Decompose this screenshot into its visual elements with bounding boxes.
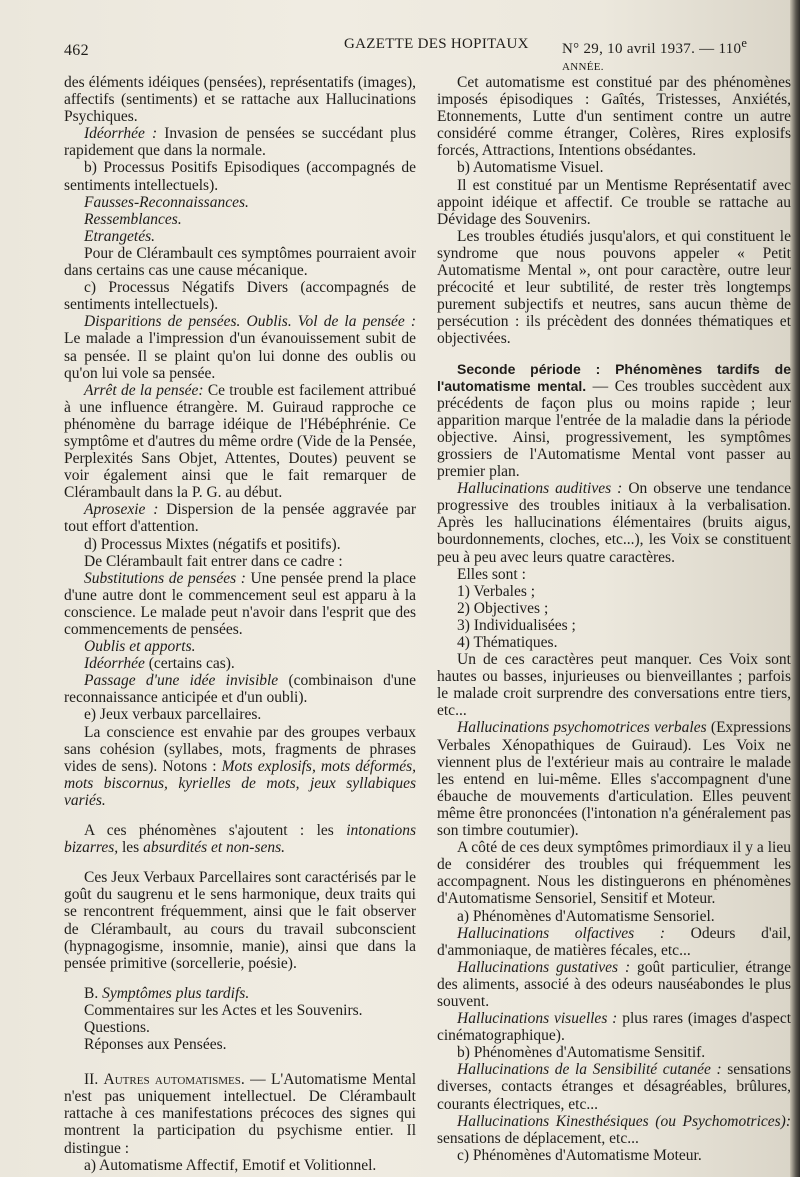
paragraph: Cet automatisme est constitué par des phénomènes imposés épisodiques : Gaîtés, Tristesses, Anxiétés, Etonnements, Lutte d'un sentiment contre un autre considéré comme étranger, Colères, Rires explosifs forcés, Attractions, Intentions obsédantes. [437,74,791,160]
paragraph: Hallucinations gustatives : goût particulier, étrange des aliments, associé à des odeurs nauséabondes le plus souvent. [437,958,792,1010]
paragraph: Hallucinations de la Sensibilité cutanée : sensations diverses, contacts étranges et désagréables, brûlures, courants électriques, etc... [437,1061,791,1113]
paragraph: Un de ces caractères peut manquer. Ces Voix sont hautes ou basses, injurieuses ou bienveillantes ; parfois le malade croit surprendre des conversations entre tiers, etc... [437,651,791,720]
paragraph: a) Automatisme Affectif, Emotif et Volitionnel. [84,1156,377,1174]
paragraph: Passage d'une idée invisible (combinaison d'une reconnaissance anticipée et d'un oubli). [64,672,416,707]
section-heading: B. Symptômes plus tardifs. [84,984,250,1002]
paragraph: b) Phénomènes d'Automatisme Sensitif. [457,1044,706,1062]
paragraph: Disparitions de pensées. Oublis. Vol de la pensée : Le malade a l'impression d'un évanouissement subit de sa pensée. Il se plaint qu'on lui donne des oublis ou qu'on lui vole sa pensée. [64,313,416,382]
list-item: Oublis et apports. [84,638,196,656]
paragraph: d) Processus Mixtes (négatifs et positifs). [84,535,341,553]
paragraph: Aprosexie : Dispersion de la pensée aggravée par tout effort d'attention. [64,501,416,536]
list-item: Ressemblances. [84,210,182,228]
paragraph: c) Phénomènes d'Automatisme Moteur. [457,1146,702,1164]
paragraph: A ces phénomènes s'ajoutent : les intonations bizarres, les absurdités et non-sens. [64,822,416,857]
paragraph: Pour de Clérambault ces symptômes pourraient avoir dans certains cas une cause mécanique. [64,244,416,280]
paragraph: Hallucinations olfactives : Odeurs d'ail, d'ammoniaque, de matières fécales, etc... [437,924,791,959]
section-paragraph: Seconde période : Phénomènes tardifs de l'automatisme mental. — Ces troubles succèdent aux précédents de façon plus ou moins rapide ; leur apparition marque l'entrée de la maladie dans la période objective. Ainsi, progressivement, les symptômes grossiers de l'Automatisme Mental vont passer au premier plan. [437,360,791,481]
paragraph: Idéorrhée : Invasion de pensées se succédant plus rapidement que dans la normale. [64,125,416,160]
journal-title: GAZETTE DES HOPITAUX [344,36,529,52]
paragraph: Hallucinations auditives : On observe une tendance progressive des troubles initiaux à la verbalisation. Après les hallucinations élémentaires (bruits aigus, bourdonnements, cloches, etc...), les Voix se constituent peu à peu avec leurs quatre caractères. [437,480,791,566]
left-column [64,74,416,1174]
paragraph: II. Autres automatismes. — L'Automatisme Mental n'est pas uniquement intellectuel. De Clérambault rattache à ces manifestations précoces des signes qui montrent la participation du psychisme entier. Il distingue : [64,1071,416,1157]
paragraph: Ces Jeux Verbaux Parcellaires sont caractérisés par le goût du saugrenu et le sens harmonique, deux traits qui se rencontrent fréquemment, ainsi que le fait observer de Clérambault, au cours du travail subconscient (hypnagogisme, insomnie, manie), ainsi que dans la pensée primitive (sorcellerie, poésie). [64,869,416,972]
page-edge-shadow [790,0,800,1177]
list-item: Réponses aux Pensées. [84,1036,227,1054]
paragraph: Arrêt de la pensée: Ce trouble est facilement attribué à une influence étrangère. M. Guiraud rapproche ce phénomène du barrage idéique de l'Hébéphrénie. Ce symptôme et d'autres du même ordre (Vide de la Pensée, Perplexités Sans Objet, Attentes, Doutes) peuvent se voir également ainsi que le fait remarquer de Clérambault dans la P. G. au début. [64,381,416,502]
paragraph: b) Automatisme Visuel. [457,159,604,177]
paragraph: e) Jeux verbaux parcellaires. [84,706,262,724]
paragraph: des éléments idéiques (pensées), représentatifs (images), affectifs (sentiments) et se rattache aux Hallucinations Psychiques. [64,74,416,126]
issue-info: N° 29, 10 avril 1937. — 110e ANNÉE. [562,36,748,73]
paragraph: b) Processus Positifs Episodiques (accompagnés de sentiments intellectuels). [64,159,416,194]
list-item: Questions. [84,1018,150,1036]
list-item: Commentaires sur les Actes et les Souvenirs. [84,1001,363,1019]
list-item: Fausses-Reconnaissances. [84,193,249,211]
list-item: 3) Individualisées ; [457,616,576,634]
list-item: Idéorrhée (certains cas). [84,655,235,673]
paragraph: Hallucinations Kinesthésiques (ou Psychomotrices): sensations de déplacement, etc... [437,1112,791,1147]
paragraph: A côté de ces deux symptômes primordiaux il y a lieu de considérer des troubles qui fréquemment les accompagnent. Nous les distinguerons en phénomènes d'Automatisme Sensoriel, Sensitif et Moteur. [437,839,791,908]
running-header [56,36,792,73]
paragraph: Il est constitué par un Mentisme Représentatif avec appoint idéique et affectif. Ce trouble se rattache au Dévidage des Souvenirs. [437,176,791,228]
page-number: 462 [64,42,89,59]
paragraph: Hallucinations psychomotrices verbales (Expressions Verbales Xénopathiques de Guiraud). Les Voix ne viennent plus de l'extérieur mais au contraire le malade les entend en lui-même. Elles s'accompagnent d'une ébauche de mouvements d'articulation. Elles peuvent même être prononcées (l'intonation n'a généralement pas son timbre coutumier). [437,719,791,840]
right-column [437,74,791,1164]
paragraph: Elles sont : [457,565,526,583]
paragraph: Hallucinations visuelles : plus rares (images d'aspect cinématographique). [437,1010,792,1045]
paragraph: c) Processus Négatifs Divers (accompagnés de sentiments intellectuels). [64,279,416,314]
paragraph: Substitutions de pensées : Une pensée prend la place d'une autre dont le commencement seul est apparu à la conscience. Le malade peut n'avoir dans l'esprit que des commencements de pensées. [64,569,417,638]
list-item: 4) Thématiques. [457,634,558,651]
list-item: 1) Verbales ; [457,582,536,600]
paragraph: a) Phénomènes d'Automatisme Sensoriel. [457,907,715,925]
paragraph: De Clérambault fait entrer dans ce cadre : [84,552,343,570]
paragraph: Les troubles étudiés jusqu'alors, et qui constituent le syndrome que nous pouvons appeler « Petit Automatisme Mental », ont pour caractère, outre leur précocité et leur subtilité, de rester très longtemps purement subjectifs et neutres, sans aucun thème de persécution : ils précèdent des données thématiques et objectivées. [437,227,791,348]
list-item: Etrangetés. [84,227,156,245]
list-item: 2) Objectives ; [457,599,549,617]
paragraph: La conscience est envahie par des groupes verbaux sans cohésion (syllabes, mots, fragments de phrases vides de sens). Notons : Mots explosifs, mots déformés, mots biscornus, kyrielles de mots, jeux syllabiques variés. [64,723,416,809]
